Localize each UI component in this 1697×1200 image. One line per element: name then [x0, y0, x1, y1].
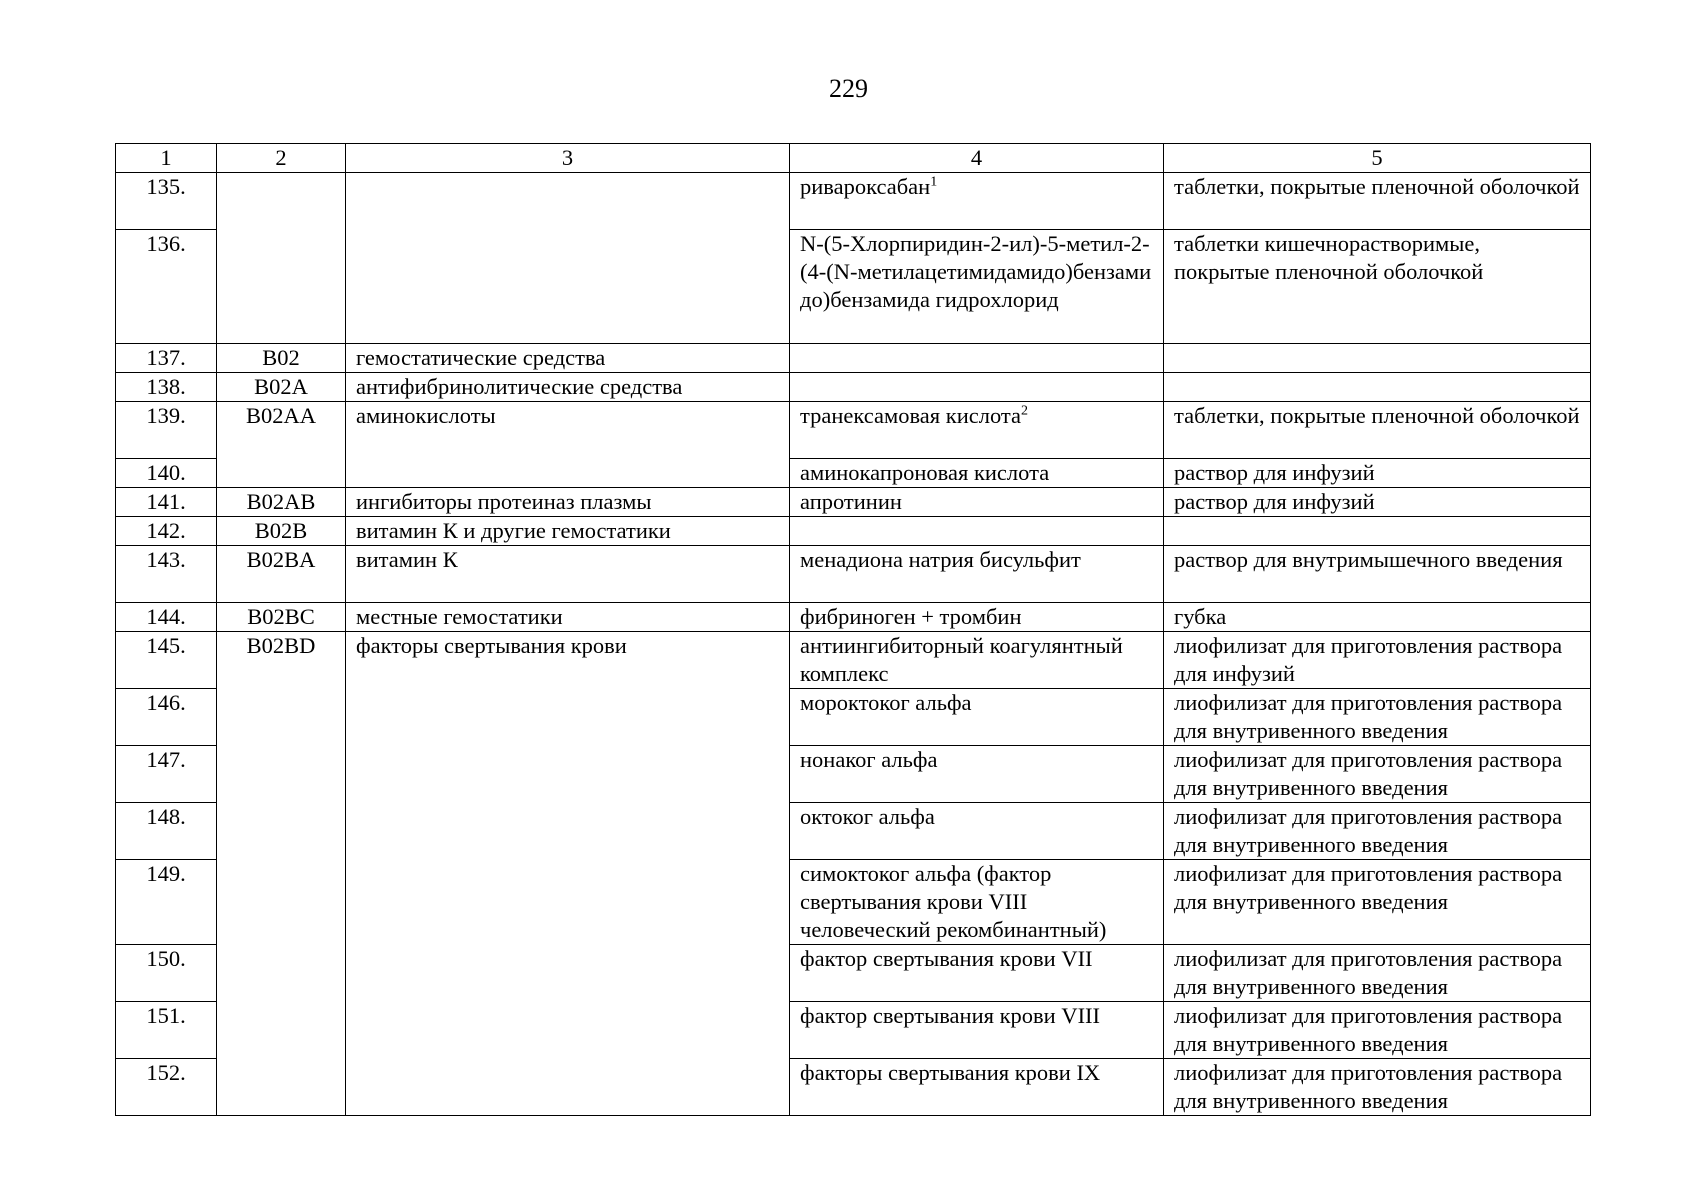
row-number: 138. [116, 373, 217, 402]
table-row [116, 517, 1591, 546]
column-header: 2 [217, 144, 346, 173]
row-number: 147. [116, 746, 217, 803]
dosage-form: лиофилизат для приготовления раствора для инфузий [1164, 632, 1591, 689]
atc-code: B02BD [217, 632, 346, 1116]
table-row [116, 632, 1591, 689]
atc-code-cell [217, 173, 346, 344]
drug-name [790, 373, 1164, 402]
row-number: 143. [116, 546, 217, 603]
atc-code: B02BC [217, 603, 346, 632]
dosage-form: раствор для инфузий [1164, 459, 1591, 488]
group-name: гемостатические средства [346, 344, 790, 373]
row-number: 136. [116, 230, 217, 344]
drug-name: симоктоког альфа (фактор свертывания крови VIII человеческий рекомбинантный) [790, 860, 1164, 945]
drug-name-cell [790, 402, 1164, 459]
row-number: 137. [116, 344, 217, 373]
table-row [116, 546, 1591, 603]
dosage-form: лиофилизат для приготовления раствора для внутривенного введения [1164, 1059, 1591, 1116]
row-number: 144. [116, 603, 217, 632]
row-number: 141. [116, 488, 217, 517]
footnote-mark: 2 [1021, 403, 1029, 419]
table-header-row [116, 144, 1591, 173]
drug-name-cell [790, 173, 1164, 230]
drug-name: аминокапроновая кислота [790, 459, 1164, 488]
table-row [116, 402, 1591, 459]
table-row [116, 488, 1591, 517]
drug-name: нонаког альфа [790, 746, 1164, 803]
dosage-form: таблетки кишечнорастворимые, покрытые пленочной оболочкой [1164, 230, 1591, 344]
dosage-form: лиофилизат для приготовления раствора для внутривенного введения [1164, 860, 1591, 945]
dosage-form: лиофилизат для приготовления раствора для внутривенного введения [1164, 803, 1591, 860]
table-row [116, 603, 1591, 632]
dosage-form [1164, 373, 1591, 402]
row-number: 135. [116, 173, 217, 230]
row-number: 151. [116, 1002, 217, 1059]
drug-name: антиингибиторный коагулянтный комплекс [790, 632, 1164, 689]
column-header: 3 [346, 144, 790, 173]
drug-name: мороктоког альфа [790, 689, 1164, 746]
footnote-mark: 1 [930, 174, 938, 190]
drug-name: N-(5-Хлорпиридин-2-ил)-5-метил-2-(4-(N-метилацетимидамидо)бензамидо)бензамида гидрохлорид [790, 230, 1164, 344]
group-name: антифибринолитические средства [346, 373, 790, 402]
drug-name: фибриноген + тромбин [790, 603, 1164, 632]
dosage-form: раствор для инфузий [1164, 488, 1591, 517]
dosage-form: раствор для внутримышечного введения [1164, 546, 1591, 603]
drug-name: фактор свертывания крови VII [790, 945, 1164, 1002]
row-number: 149. [116, 860, 217, 945]
group-name: ингибиторы протеиназ плазмы [346, 488, 790, 517]
row-number: 145. [116, 632, 217, 689]
drug-name [790, 344, 1164, 373]
drug-name: факторы свертывания крови IX [790, 1059, 1164, 1116]
drug-name [790, 517, 1164, 546]
page-number: 229 [829, 74, 868, 103]
drug-name: фактор свертывания крови VIII [790, 1002, 1164, 1059]
group-name: факторы свертывания крови [346, 632, 790, 1116]
atc-code: B02AB [217, 488, 346, 517]
row-number: 140. [116, 459, 217, 488]
atc-code: B02 [217, 344, 346, 373]
drug-name: менадиона натрия бисульфит [790, 546, 1164, 603]
dosage-form: лиофилизат для приготовления раствора для внутривенного введения [1164, 1002, 1591, 1059]
dosage-form: лиофилизат для приготовления раствора для внутривенного введения [1164, 689, 1591, 746]
column-header: 4 [790, 144, 1164, 173]
row-number: 148. [116, 803, 217, 860]
table-row [116, 373, 1591, 402]
row-number: 146. [116, 689, 217, 746]
dosage-form [1164, 517, 1591, 546]
atc-code: B02BA [217, 546, 346, 603]
atc-code: B02A [217, 373, 346, 402]
row-number: 152. [116, 1059, 217, 1116]
atc-code: B02AA [217, 402, 346, 488]
table-row [116, 344, 1591, 373]
drug-name: октоког альфа [790, 803, 1164, 860]
group-name: витамин К и другие гемостатики [346, 517, 790, 546]
dosage-form: губка [1164, 603, 1591, 632]
dosage-form: лиофилизат для приготовления раствора для внутривенного введения [1164, 746, 1591, 803]
column-header: 1 [116, 144, 217, 173]
row-number: 139. [116, 402, 217, 459]
dosage-form [1164, 344, 1591, 373]
column-header: 5 [1164, 144, 1591, 173]
drug-name: транексамовая кислота [800, 403, 1022, 428]
atc-code: B02B [217, 517, 346, 546]
drug-name: ривароксабан [800, 174, 931, 199]
group-name: витамин К [346, 546, 790, 603]
group-name: местные гемостатики [346, 603, 790, 632]
table-row [116, 173, 1591, 230]
drug-name: апротинин [790, 488, 1164, 517]
dosage-form: лиофилизат для приготовления раствора для внутривенного введения [1164, 945, 1591, 1002]
group-cell [346, 173, 790, 344]
dosage-form: таблетки, покрытые пленочной оболочкой [1164, 173, 1591, 230]
row-number: 150. [116, 945, 217, 1002]
medication-table [115, 143, 1591, 1116]
group-name: аминокислоты [346, 402, 790, 488]
row-number: 142. [116, 517, 217, 546]
dosage-form: таблетки, покрытые пленочной оболочкой [1164, 402, 1591, 459]
